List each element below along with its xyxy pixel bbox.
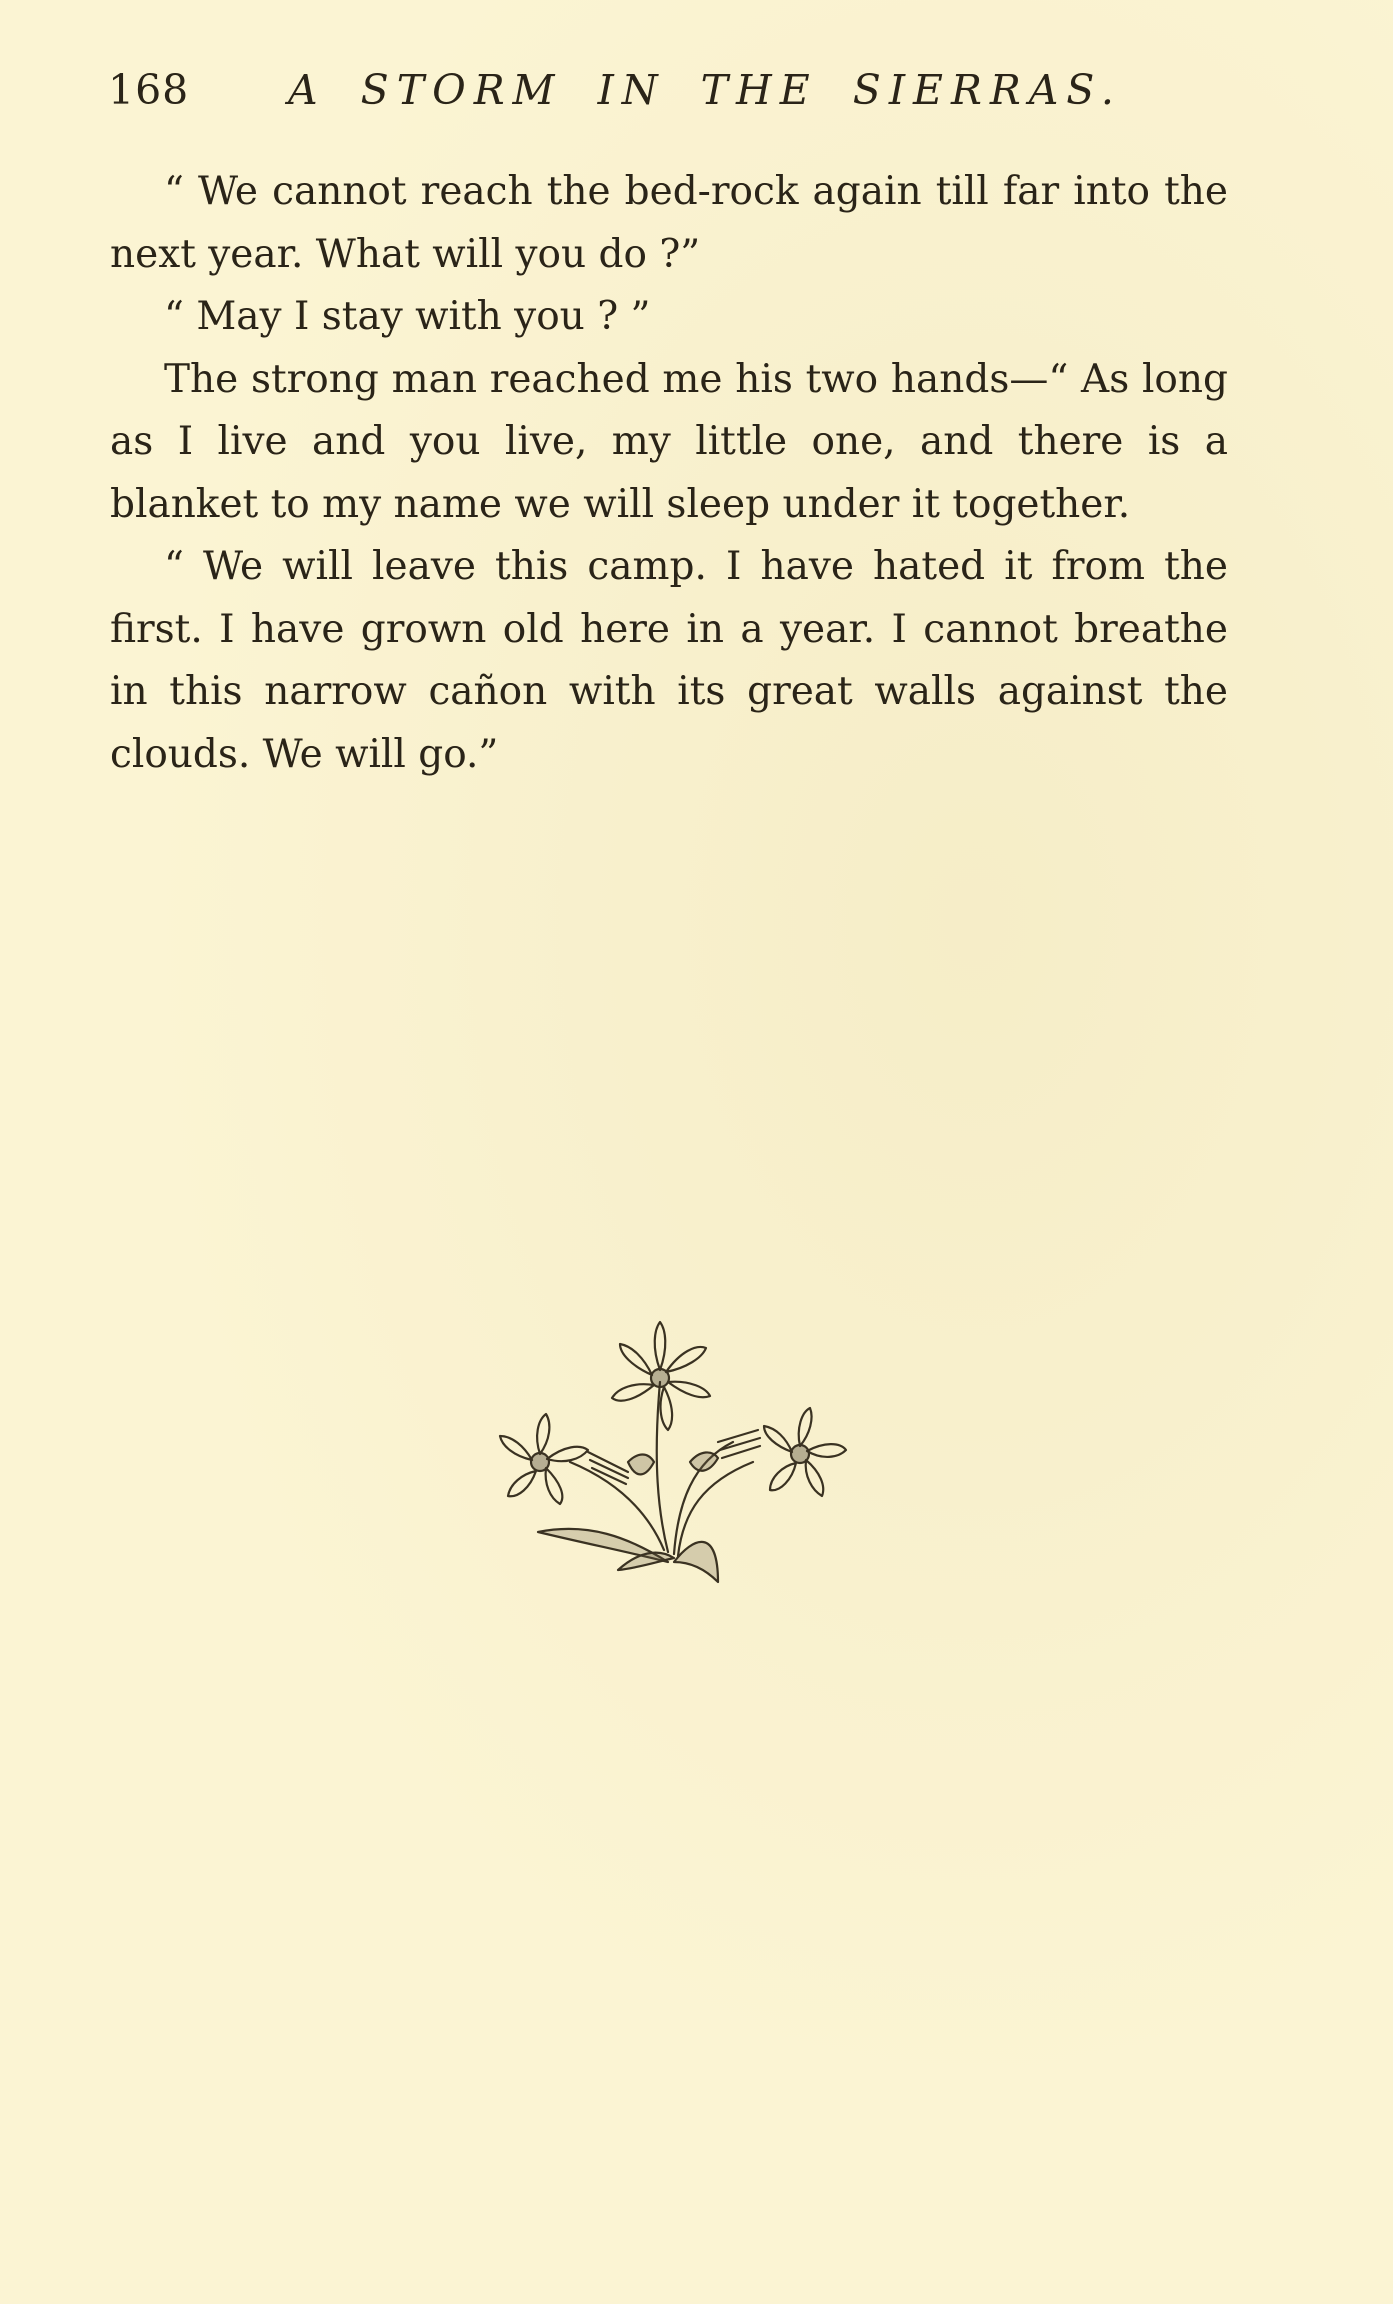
paragraph: “ We will leave this camp. I have hated it from the first. I have grown old here in a year. I cannot breathe in this narrow cañon with its great walls against the clouds. We will go.” (110, 544, 1228, 777)
paragraph: The strong man reached me his two hands—“ As long as I live and you live, my little one, and there is a blanket to my name we will sleep under it together. (110, 356, 1228, 527)
running-head (108, 66, 1228, 126)
running-title: A STORM IN THE SIERRAS. (288, 66, 1122, 114)
page-number: 168 (108, 66, 190, 114)
paragraph: “ We cannot reach the bed-rock again till far into the next year. What will you do ?” (110, 169, 1228, 277)
flower-sprig-icon (478, 1312, 862, 1588)
paragraph: “ May I stay with you ? ” (164, 294, 651, 339)
body-text (110, 161, 1228, 786)
